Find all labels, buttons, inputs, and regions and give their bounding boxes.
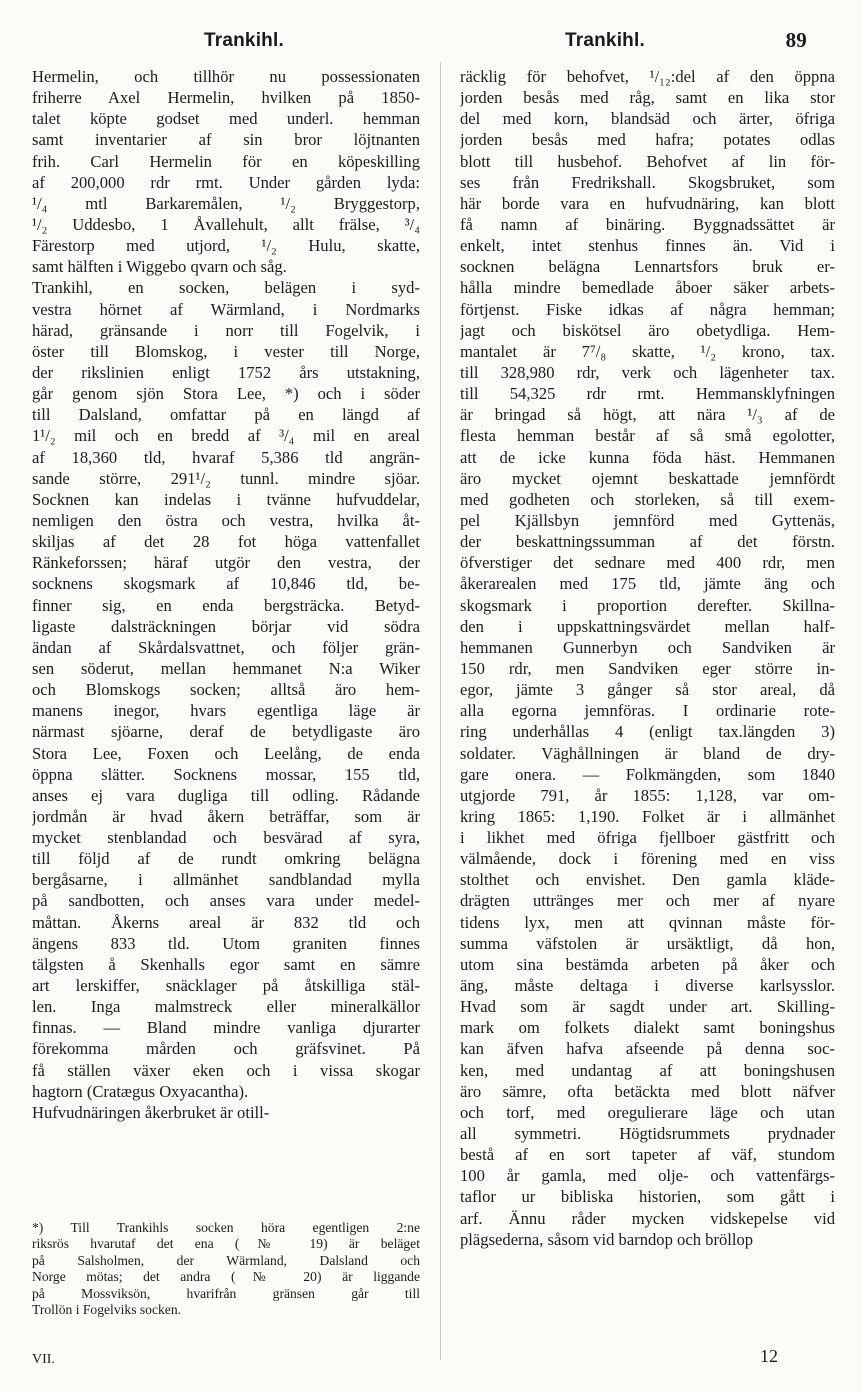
text-line: måttan. Åkerns areal är 832 tld och xyxy=(32,912,420,932)
text-line: stolthet och envishet. Den gamla kläde- xyxy=(460,870,835,890)
left-column xyxy=(32,66,420,1123)
text-line: drägten uttränges mer och mer af nyare xyxy=(460,891,835,911)
text-line: anses ej vara dugliga till odling. Rådande xyxy=(32,785,420,805)
text-line: Ränkeforssen; häraf utgör den vestra, der xyxy=(32,553,420,573)
text-line: gare onera. — Folkmängden, som 1840 xyxy=(460,764,835,784)
text-line: Trankihl, en socken, belägen i syd- xyxy=(32,278,420,298)
text-line: äro sämre, ofta betäckta med blott näfver xyxy=(460,1081,835,1101)
text-line: af 200,000 rdr rmt. Under gården lyda: xyxy=(32,172,420,192)
text-line: 1¹/₂ mil och en bredd af ³/₄ mil en areal xyxy=(32,426,420,446)
text-line: hagtorn (Cratægus Oxyacantha). xyxy=(32,1081,249,1101)
text-line: öfverstiger det sednare med 400 rdr, men xyxy=(460,553,835,573)
text-line: utgjorde 791, år 1855: 1,128, var om- xyxy=(460,785,835,805)
text-line: der beskattningssumman af det förstn. xyxy=(460,532,835,552)
text-line: på Salsholmen, der Wärmland, Dalsland och xyxy=(32,1252,420,1268)
text-line: till Dalsland, omfattar på en längd af xyxy=(32,405,420,425)
text-line: till följd af de rundt omkring belägna xyxy=(32,849,420,869)
text-line: äng, måste deltaga i diverse karlsysslor. xyxy=(460,976,835,996)
text-line: kring 1865: 1,190. Folket är i allmänhet xyxy=(460,806,835,826)
text-line: der rikslinien enligt 1752 års utstakning, xyxy=(32,362,420,382)
text-line: ses från Fredrikshall. Skogsbruket, som xyxy=(460,172,835,192)
text-line: med godheten och storleken, så till exem- xyxy=(460,489,835,509)
text-line: skogsmark i proportion derefter. Skillna- xyxy=(460,595,835,615)
text-line: blott till husbehof. Behofvet af lin för- xyxy=(460,151,835,171)
text-line: soldater. Väghållningen är bland de dry- xyxy=(460,743,835,763)
text-line: räcklig för behofvet, ¹/₁₂:del af den öppna xyxy=(460,67,835,86)
text-line: finnas. — Bland mindre vanliga djurarter xyxy=(32,1018,420,1038)
text-line: öster till Blomskog, i vester till Norge, xyxy=(32,341,420,361)
text-line: öppna slätter. Socknens mossar, 155 tld, xyxy=(32,764,420,784)
text-line: enkelt, intet stenhus finnes än. Vid i xyxy=(460,236,835,256)
text-line: och Blomskogs socken; alltså äro hem- xyxy=(32,680,420,700)
text-line: få ställen växer eken och i vissa skogar xyxy=(32,1060,420,1080)
text-line: taflor ur bibliska historien, som gått i xyxy=(460,1187,835,1207)
text-line: ändan af Skårdalsvattnet, och följer grän- xyxy=(32,637,420,657)
text-line: tidens lyx, men att qvinnan måste för- xyxy=(460,912,835,932)
text-line: frih. Carl Hermelin för en köpeskilling xyxy=(32,151,420,171)
text-line: skiljas af det 28 fot höga vattenfallet xyxy=(32,532,420,552)
text-line: Stora Lee, Foxen och Leelång, de enda xyxy=(32,743,420,763)
text-line: plägsederna, såsom vid barndop och bröllop xyxy=(460,1229,754,1249)
text-line: Hufvudnäringen åkerbruket är otill- xyxy=(32,1102,270,1122)
text-line: mantalet är 7⁷/₈ skatte, ¹/₂ krono, tax. xyxy=(460,341,835,361)
text-line: summa väfstolen är ursäktligt, då hon, xyxy=(460,933,835,953)
text-line: bergåsarne, i allmänhet sandblandad mylla xyxy=(32,870,420,890)
text-line: att de icke kunna föda häst. Hemmanen xyxy=(460,447,835,467)
text-line: den i uppskattningsvärdet mellan half- xyxy=(460,616,835,636)
text-line: del med korn, blandsäd och ärter, öfriga xyxy=(460,109,835,129)
text-line: ken, med undantag af att boningshusen xyxy=(460,1060,835,1080)
text-line: i likhet med öfriga fjellboer gästfritt och xyxy=(460,828,835,848)
text-line: *) Till Trankihls socken höra egentligen 2:ne xyxy=(32,1220,420,1235)
text-line: arf. Ännu råder mycken vidskepelse vid xyxy=(460,1208,835,1228)
text-line: ¹/₄ mtl Barkaremålen, ¹/₂ Bryggestorp, xyxy=(32,193,420,213)
text-line: 100 år gamla, med olje- och vattenfärgs- xyxy=(460,1166,835,1186)
text-line: samt inventarier af sin bror löjtnanten xyxy=(32,130,420,150)
text-line: Norge mötas; det andra (№ 20) är liggande xyxy=(32,1269,420,1285)
text-line: ligaste dalsträckningen börjar vid södra xyxy=(32,616,420,636)
signature-mark-left: VII. xyxy=(32,1352,55,1367)
text-line: Hermelin, och tillhör nu possessionaten xyxy=(32,67,420,86)
text-line: ängens 833 tld. Utom graniten finnes xyxy=(32,933,420,953)
text-line: ¹/₂ Uddesbo, 1 Åvallehult, allt frälse, ³/₄ xyxy=(32,214,420,234)
text-line: jagt och biskötsel äro obetydliga. Hem- xyxy=(460,320,835,340)
text-line: förtjenst. Fiske idkas af några hemman; xyxy=(460,299,835,319)
text-line: äro mycket ojemnt beskattade jemnfördt xyxy=(460,468,835,488)
running-head-left: Trankihl. xyxy=(204,30,284,51)
text-line: hemmanen Gunnerbyn och Sandviken är xyxy=(460,637,835,657)
text-line: alla egorna jemnföras. I ordinarie rote- xyxy=(460,701,835,721)
text-line: Färestorp med utjord, ¹/₂ Hulu, skatte, xyxy=(32,236,420,256)
text-line: hålla mindre bemedlade åboer säker arbets- xyxy=(460,278,835,298)
text-line: få namn af binäring. Byggnadssättet är xyxy=(460,214,835,234)
text-line: all symmetri. Högtidsrummets prydnader xyxy=(460,1124,835,1144)
text-line: här borde vara en hufvudnäring, kan blott xyxy=(460,193,835,213)
signature-mark-right: 12 xyxy=(760,1346,778,1366)
text-line: jorden besås med råg, samt en lika stor xyxy=(460,88,835,108)
text-line: är bringad så högt, att nära ¹/₃ af de xyxy=(460,405,835,425)
text-line: kan äfven hafva afseende på denna soc- xyxy=(460,1039,835,1059)
text-line: riksrös hvarutaf det ena (№ 19) är beläget xyxy=(32,1236,420,1252)
text-line: manens inegor, hvars egentliga läge är xyxy=(32,701,420,721)
text-line: till 328,980 rdr, verk och lägenheter tax. xyxy=(460,362,835,382)
text-line: 150 rdr, men Sandviken eger större in- xyxy=(460,658,835,678)
page-number: 89 xyxy=(785,28,807,52)
text-line: välmående, dock i förening med en viss xyxy=(460,849,835,869)
text-line: på Mossviksön, hvarifrån gränsen går till xyxy=(32,1285,420,1301)
text-line: samt hälften i Wiggebo qvarn och såg. xyxy=(32,257,287,277)
running-head-right: Trankihl. xyxy=(565,30,645,51)
text-line: vestra hörnet af Wärmland, i Nordmarks xyxy=(32,299,420,319)
footnote xyxy=(32,1220,420,1318)
column-divider xyxy=(440,62,441,1360)
text-line: len. Inga malmstreck eller mineralkällor xyxy=(32,997,420,1017)
text-line: socknen belägna Lennartsfors bruk er- xyxy=(460,257,835,277)
text-line: sande större, 291¹/₂ tunnl. mindre sjöar. xyxy=(32,468,420,488)
text-line: nemligen den östra och vestra, hvilka åt- xyxy=(32,510,420,530)
text-line: socknens skogsmark af 10,846 tld, be- xyxy=(32,574,420,594)
text-line: förekomma mården och gräfsvinet. På xyxy=(32,1039,420,1059)
text-line: finner sig, en enda bergsträcka. Betyd- xyxy=(32,595,420,615)
text-line: utom sina bestämda arbeten på åker och xyxy=(460,954,835,974)
text-line: friherre Axel Hermelin, hvilken på 1850- xyxy=(32,88,420,108)
text-line: af 18,360 tld, hvaraf 5,386 tld angrän- xyxy=(32,447,420,467)
text-line: närmast sjöarne, deraf de betydligaste äro xyxy=(32,722,420,742)
text-line: Trollön i Fogelviks socken. xyxy=(32,1301,182,1317)
text-line: jorden besås med hafra; potates odlas xyxy=(460,130,835,150)
text-line: bestå af en sort tapeter af väf, stundom xyxy=(460,1145,835,1165)
text-line: tälgsten å Skenhalls egor samt en sämre xyxy=(32,954,420,974)
right-column xyxy=(460,66,835,1250)
text-line: jordmån är hvad åkern beträffar, som är xyxy=(32,806,420,826)
text-line: går genom sjön Stora Lee, *) och i söder xyxy=(32,384,420,404)
text-line: talet köpte godset med underl. hemman xyxy=(32,109,420,129)
text-line: egor, jämte 3 gånger så stor areal, då xyxy=(460,680,835,700)
text-line: till 54,325 rdr rmt. Hemmansklyfningen xyxy=(460,384,835,404)
text-line: Socknen kan indelas i tvänne hufvuddelar, xyxy=(32,489,420,509)
text-line: mycket stenblandad och besvärad af syra, xyxy=(32,828,420,848)
text-line: på sandbotten, och anses vara under medel- xyxy=(32,891,420,911)
text-line: flesta hemman består af så små egolotter, xyxy=(460,426,835,446)
text-line: härad, gränsande i norr till Fogelvik, i xyxy=(32,320,420,340)
text-line: Hvad som är sagdt under art. Skilling- xyxy=(460,997,835,1017)
text-line: pel Kjällsbyn jemnförd med Gyttenäs, xyxy=(460,510,835,530)
text-line: sen söderut, mellan hemmanet N:a Wiker xyxy=(32,658,420,678)
text-line: och torf, med oregulierare läge och utan xyxy=(460,1102,835,1122)
text-line: mark om folkets dialekt samt boningshus xyxy=(460,1018,835,1038)
text-line: ring underhållas 4 (enligt tax.längden 3) xyxy=(460,722,835,742)
text-line: art lerskiffer, snäcklager på åtskilliga stäl- xyxy=(32,976,420,996)
text-line: åkerarealen med 175 tld, jämte äng och xyxy=(460,574,835,594)
